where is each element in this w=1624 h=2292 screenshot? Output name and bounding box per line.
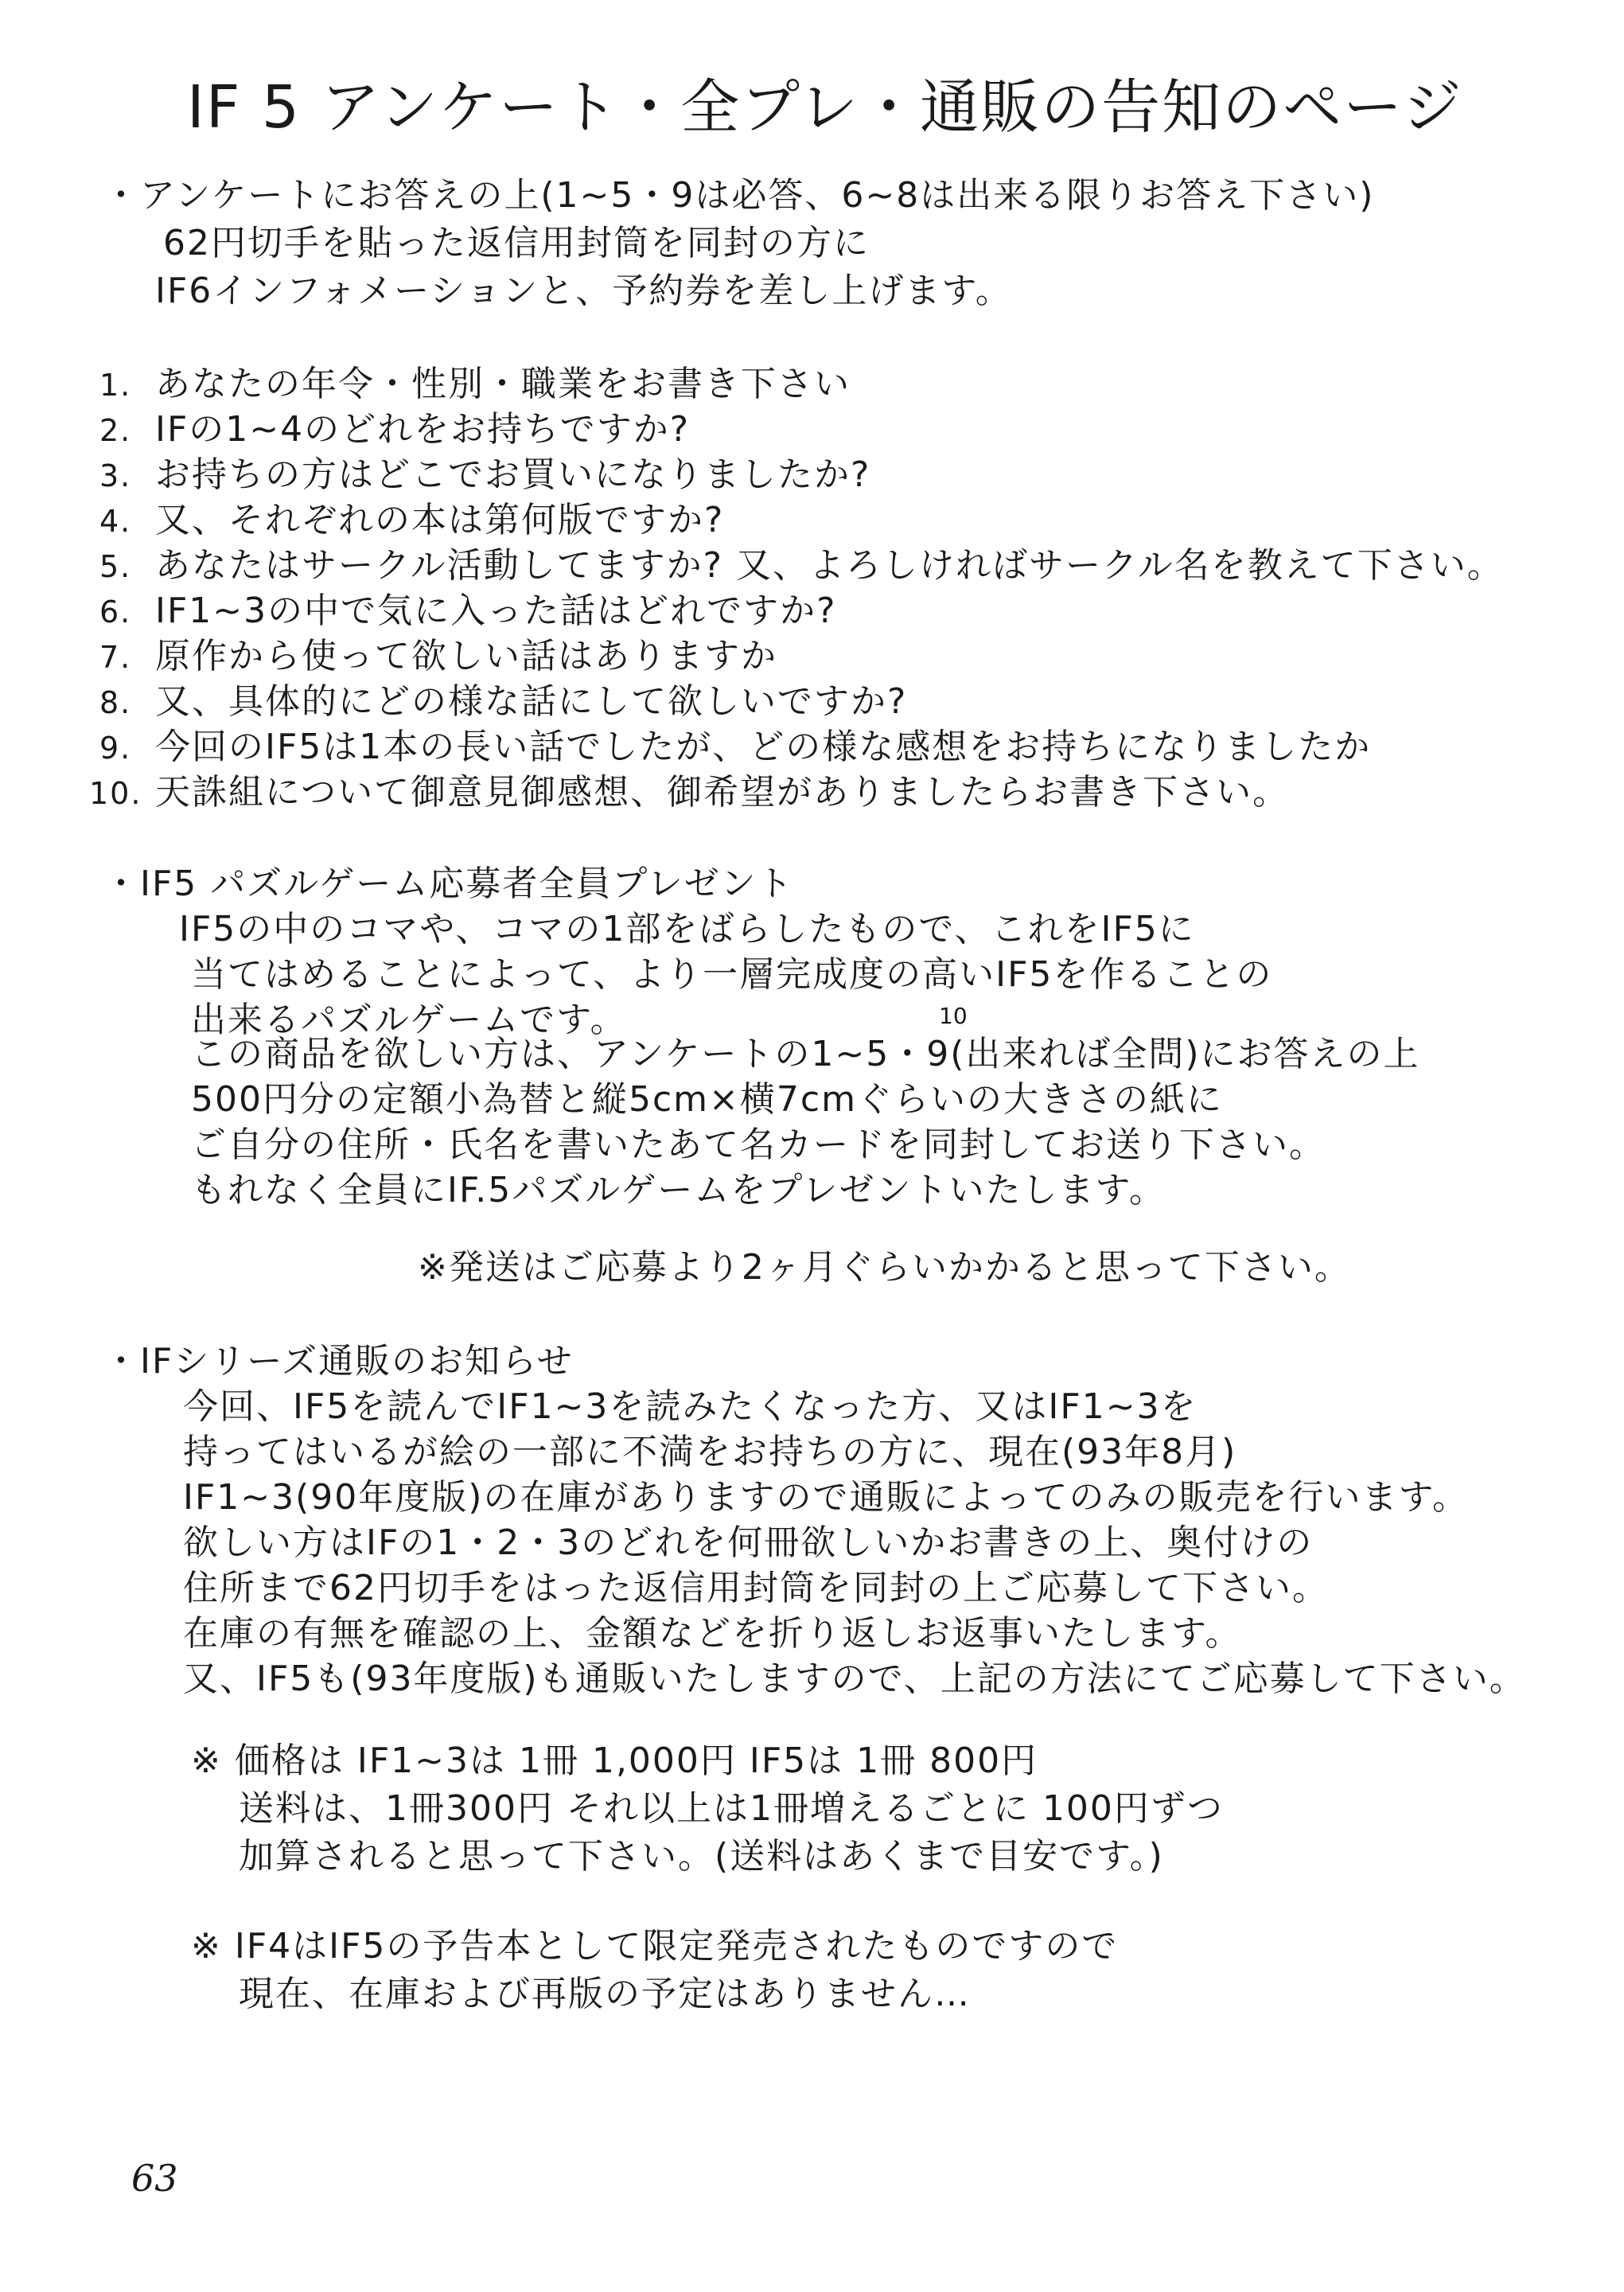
question-text: あなたはサークル活動してますか? 又、よろしければサークル名を教えて下さい。 bbox=[155, 545, 1504, 586]
survey-question bbox=[99, 407, 690, 453]
question-number: 2. bbox=[99, 413, 132, 448]
mailorder-line: 在庫の有無を確認の上、金額などを折り返しお返事いたします。 bbox=[183, 1613, 1242, 1654]
survey-question bbox=[99, 725, 1371, 770]
present-line: 出来るパズルゲームです。 bbox=[191, 1000, 627, 1040]
mailorder-heading: ・IFシリーズ通販のお知らせ bbox=[103, 1341, 574, 1382]
stock-note-line: 現在、在庫および再版の予定はありません… bbox=[239, 1974, 971, 2014]
question-text: IFの1~4のどれをお持ちですか? bbox=[155, 409, 691, 450]
superscript-note: 10 bbox=[939, 1003, 968, 1029]
question-number: 4. bbox=[99, 504, 132, 539]
stock-note-line: ※ IF4はIF5の予告本として限定発売されたものですので bbox=[191, 1926, 1119, 1967]
page-title: IF 5 アンケート・全プレ・通販の告知のページ bbox=[187, 73, 1463, 142]
price-note-line: 加算されると思って下さい。(送料はあくまで目安です。) bbox=[239, 1836, 1164, 1877]
survey-question bbox=[89, 770, 1289, 816]
mailorder-line: 住所まで62円切手をはった返信用封筒を同封の上ご応募して下さい。 bbox=[183, 1568, 1329, 1608]
question-number: 1. bbox=[99, 368, 132, 403]
present-line: もれなく全員にIF.5パズルゲームをプレゼントいたします。 bbox=[191, 1170, 1166, 1210]
question-number: 10. bbox=[89, 776, 142, 811]
survey-intro-line: 62円切手を貼った返信用封筒を同封の方に bbox=[163, 223, 870, 263]
mailorder-line: 持ってはいるが絵の一部に不満をお持ちの方に、現在(93年8月) bbox=[183, 1432, 1237, 1472]
survey-intro-line: IF6インフォメーションと、予約券を差し上げます。 bbox=[155, 271, 1012, 311]
present-heading: ・IF5 パズルゲーム応募者全員プレゼント bbox=[103, 863, 794, 904]
question-text: 又、それぞれの本は第何版ですか? bbox=[155, 500, 725, 540]
survey-question bbox=[99, 634, 777, 680]
question-text: 原作から使って欲しい話はありますか bbox=[155, 636, 777, 676]
survey-question bbox=[99, 498, 724, 544]
question-text: あなたの年令・性別・職業をお書き下さい bbox=[155, 364, 851, 404]
present-line: 当てはめることによって、より一層完成度の高いIF5を作ることの bbox=[191, 954, 1273, 995]
question-number: 6. bbox=[99, 594, 132, 630]
survey-question bbox=[99, 680, 907, 725]
question-number: 5. bbox=[99, 549, 132, 584]
question-text: 天誅組について御意見御感想、御希望がありましたらお書き下さい。 bbox=[155, 772, 1290, 813]
mailorder-line: 欲しい方はIFの1・2・3のどれを何冊欲しいかお書きの上、奥付けの bbox=[183, 1522, 1314, 1563]
price-note-line: ※ 価格は IF1~3は 1冊 1,000円 IF5は 1冊 800円 bbox=[191, 1740, 1038, 1781]
question-text: 今回のIF5は1本の長い話でしたが、どの様な感想をお持ちになりましたか bbox=[155, 727, 1372, 767]
survey-question bbox=[99, 362, 851, 407]
survey-question bbox=[99, 453, 870, 498]
present-line: IF5の中のコマや、コマの1部をばらしたもので、これをIF5に bbox=[179, 909, 1195, 949]
question-number: 9. bbox=[99, 731, 132, 766]
present-shipping-note: ※発送はご応募より2ヶ月ぐらいかかると思って下さい。 bbox=[418, 1247, 1351, 1288]
question-number: 3. bbox=[99, 458, 132, 493]
question-text: IF1~3の中で気に入った話はどれですか? bbox=[155, 591, 837, 631]
mailorder-line: 又、IF5も(93年度版)も通販いたしますので、上記の方法にてご応募して下さい。 bbox=[183, 1659, 1526, 1699]
price-note-line: 送料は、1冊300円 それ以上は1冊増えるごとに 100円ずつ bbox=[239, 1788, 1224, 1829]
present-line: 500円分の定額小為替と縦5cm×横7cmぐらいの大きさの紙に bbox=[191, 1079, 1223, 1120]
present-line: この商品を欲しい方は、アンケートの1~5・9(出来れば全問)にお答えの上 bbox=[191, 1034, 1420, 1074]
survey-question bbox=[99, 589, 837, 634]
question-text: お持ちの方はどこでお買いになりましたか? bbox=[155, 454, 871, 495]
mailorder-line: IF1~3(90年度版)の在庫がありますので通販によってのみの販売を行います。 bbox=[183, 1477, 1469, 1518]
present-line: ご自分の住所・氏名を書いたあて名カードを同封してお送り下さい。 bbox=[191, 1125, 1326, 1165]
page-number: 63 bbox=[131, 2157, 178, 2200]
mailorder-line: 今回、IF5を読んでIF1~3を読みたくなった方、又はIF1~3を bbox=[183, 1386, 1198, 1427]
survey-question bbox=[99, 544, 1504, 589]
question-number: 7. bbox=[99, 640, 132, 675]
question-number: 8. bbox=[99, 685, 132, 720]
survey-intro-line: ・アンケートにお答えの上(1~5・9は必答、6~8は出来る限りお答え下さい) bbox=[103, 175, 1375, 216]
question-text: 又、具体的にどの様な話にして欲しいですか? bbox=[155, 681, 908, 722]
